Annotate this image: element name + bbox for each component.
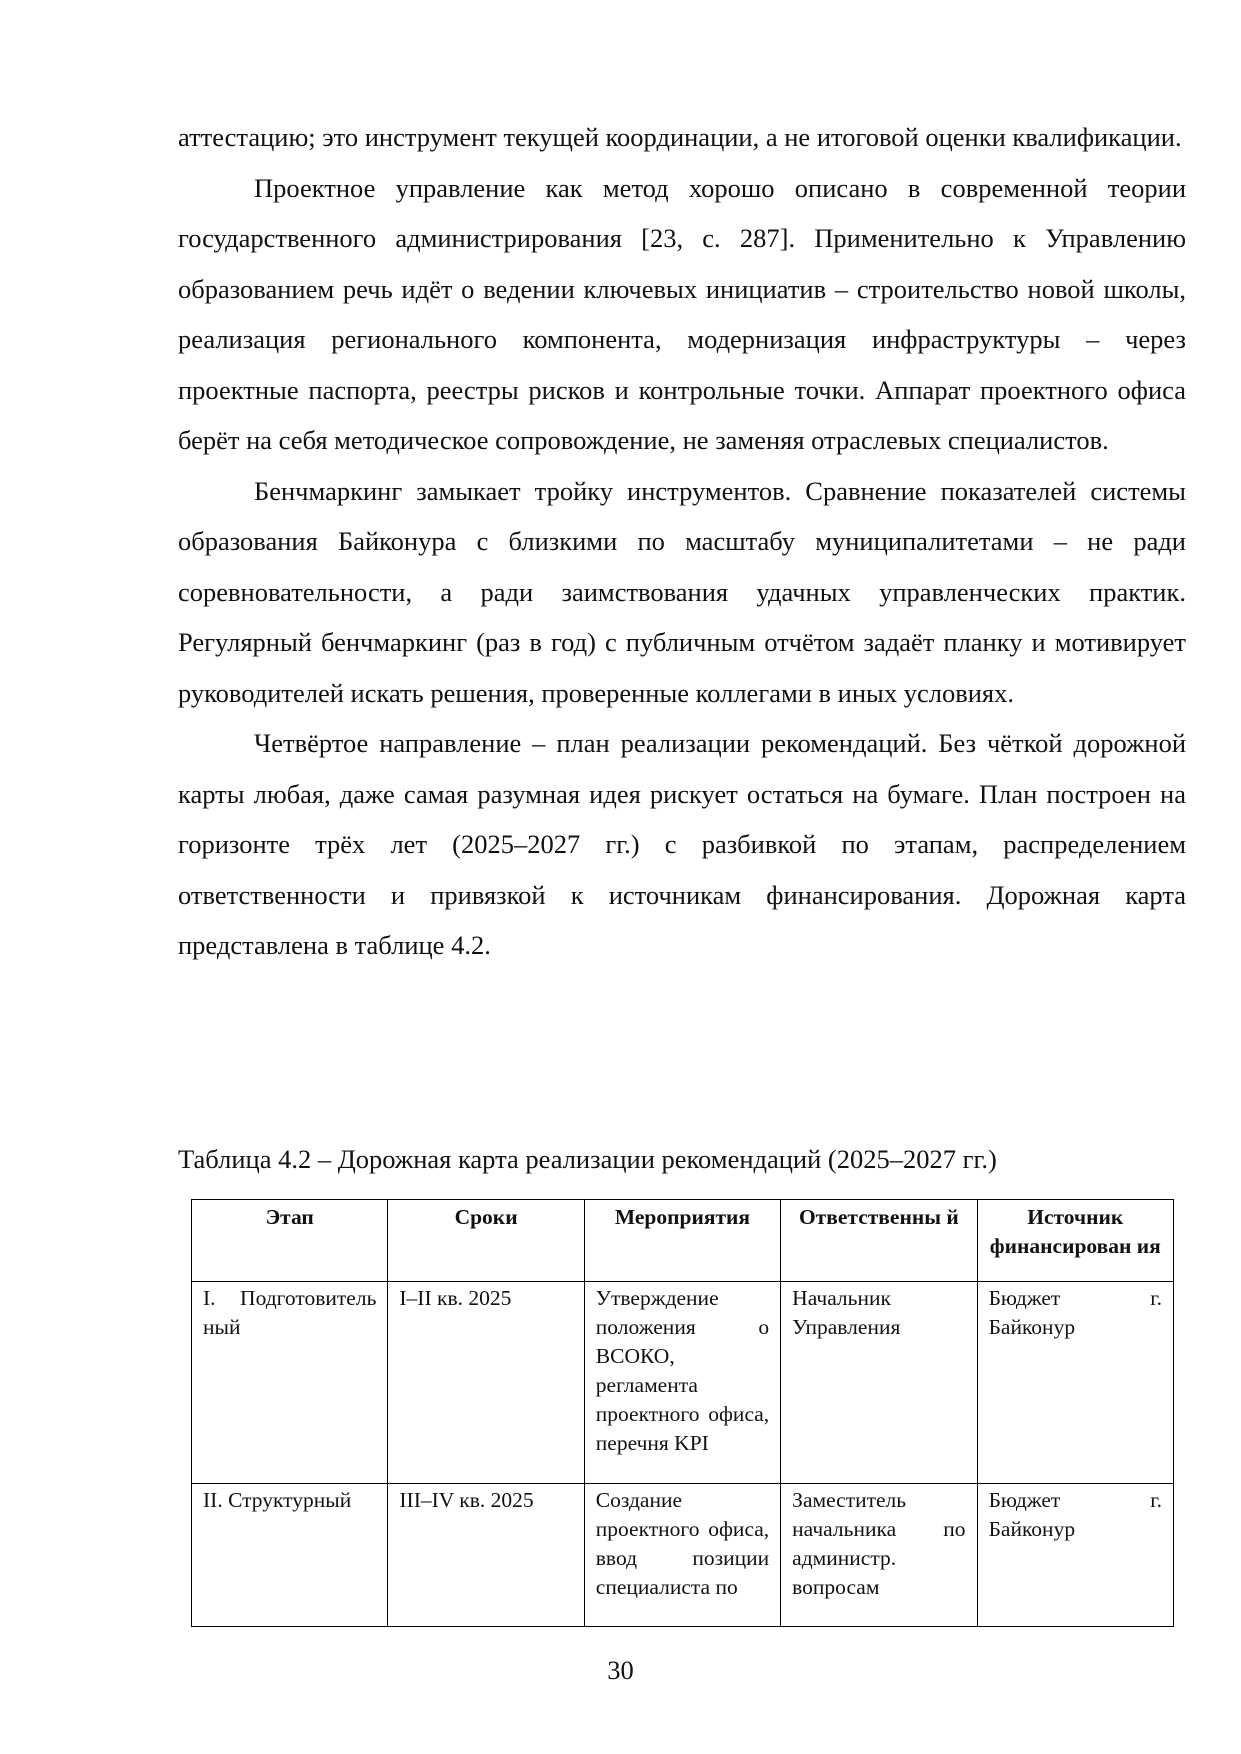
paragraph-implementation-plan: Четвёртое направление – план реализации рекомендаций. Без чёткой дорожной карты любая, даже самая разумная идея рискует остаться на бумаге. План построен на горизонте трёх лет (2025–2027 гг.) с разбивкой по этапам, распределением ответственности и привязкой к источникам финансирования. Дорожная карта представлена в таблице 4.2. xyxy=(178,728,1186,960)
paragraph-benchmarking: Бенчмаркинг замыкает тройку инструментов. Сравнение показателей системы образования Байконура с близкими по масштабу муниципалитетами – не ради соревновательности, а ради заимствования удачных управленческих практик. Регулярный бенчмаркинг (раз в год) с публичным отчётом задаёт планку и мотивирует руководителей искать решения, проверенные коллегами в иных условиях. xyxy=(178,475,1186,708)
header-funding: Источник финансирован ия xyxy=(977,1200,1173,1282)
cell-text: Создание проектного офиса, ввод позиции специалиста по xyxy=(595,1488,770,1599)
cell-stage xyxy=(192,1484,388,1627)
header-stage: Этап xyxy=(192,1200,388,1282)
paragraph-continuation: аттестацию; это инструмент текущей координации, а не итоговой оценки квалификации. xyxy=(178,122,1182,152)
cell-responsible: Начальник Управления xyxy=(781,1282,977,1484)
paragraph-project-management: Проектное управление как метод хорошо описано в современной теории государственного администрирования [23, с. 287]. Применительно к Управлению образованием речь идёт о ведении ключевых инициатив – строительство новой школы, реализация регионального компонента, модернизация инфраструктуры – через проектные паспорта, реестры рисков и контрольные точки. Аппарат проектного офиса берёт на себя методическое сопровождение, не заменяя отраслевых специалистов. xyxy=(178,172,1186,455)
cell-responsible xyxy=(781,1484,977,1627)
cell-funding: Бюджет г. Байконур xyxy=(977,1282,1173,1484)
body-text xyxy=(178,112,1186,971)
table-header-row xyxy=(192,1200,1174,1282)
roadmap-table xyxy=(191,1199,1174,1627)
table-row xyxy=(192,1282,1174,1484)
cell-timing: I–II кв. 2025 xyxy=(388,1282,584,1484)
cell-text: III–IV кв. 2025 xyxy=(399,1488,534,1512)
table-caption: Таблица 4.2 – Дорожная карта реализации рекомендаций (2025–2027 гг.) xyxy=(178,1144,997,1174)
cell-stage: I. Подготовитель ный xyxy=(192,1282,388,1484)
cell-funding xyxy=(977,1484,1173,1627)
header-activities: Мероприятия xyxy=(584,1200,780,1282)
page-number: 30 xyxy=(607,1655,634,1685)
cell-activities: Утверждение положения о ВСОКО, регламента проектного офиса, перечня KPI xyxy=(584,1282,780,1484)
cell-text: II. Структурный xyxy=(203,1488,352,1512)
header-timing: Сроки xyxy=(388,1200,584,1282)
table-row xyxy=(192,1484,1174,1627)
cell-timing xyxy=(388,1484,584,1627)
cell-activities xyxy=(584,1484,780,1627)
header-responsible: Ответственны й xyxy=(781,1200,977,1282)
cell-text: Бюджет г. Байконур xyxy=(988,1488,1162,1541)
cell-text: Заместитель начальника по администр. вопросам xyxy=(792,1488,966,1599)
